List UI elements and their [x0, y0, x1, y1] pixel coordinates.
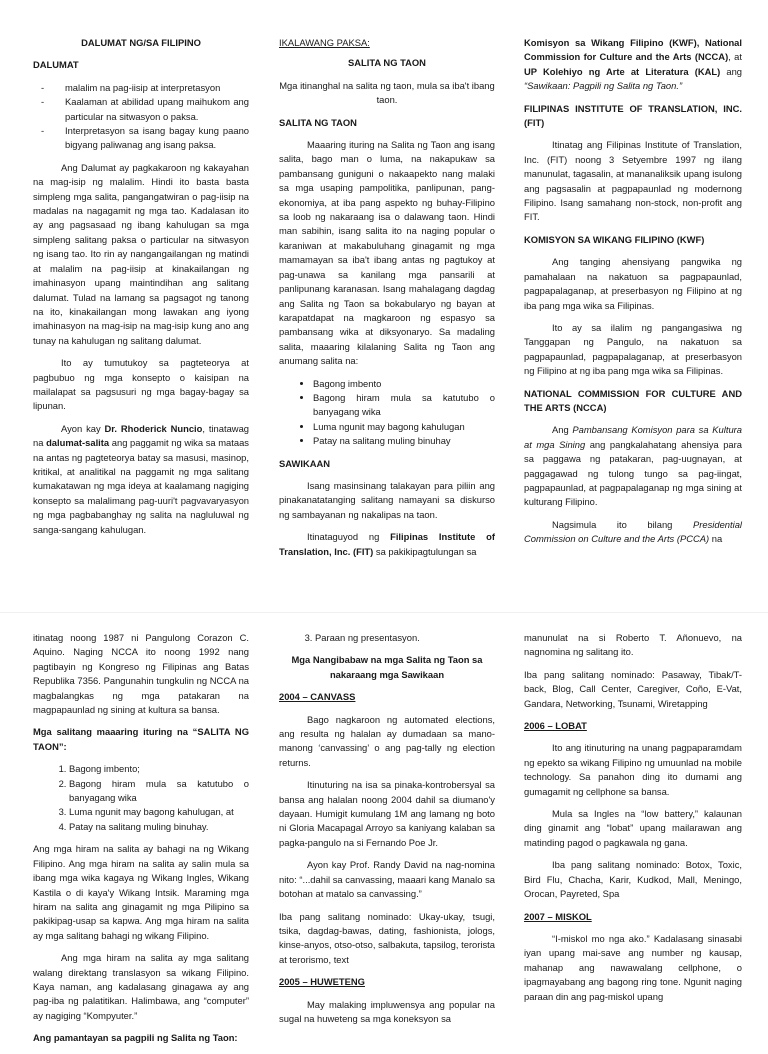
- bullet-list: [279, 377, 495, 449]
- list-item: • Bagong hiram mula sa katutubo o banyagang wika: [313, 391, 495, 420]
- subheading: FILIPINAS INSTITUTE OF TRANSLATION, INC. (FIT): [524, 102, 742, 129]
- year-heading: 2007 – MISKOL: [524, 910, 592, 922]
- list-item: - Interpretasyon sa isang bagay kung paano bigyang paliwanag ang isang paksa.: [65, 124, 249, 153]
- paragraph: Itinatag ang Filipinas Institute of Translation, Inc. (FIT) noong 3 Setyembre 1997 ng ilang manunulat, tagasalin, at mananaliksik upang isulong ang pagsasalin at pagpapaunlad ng modernong Filipino. Isang samahang non-stock, non-profit ang FIT.: [524, 139, 742, 223]
- numbered-list: [279, 631, 495, 645]
- column-1: [33, 36, 249, 545]
- intro-text: Mga itinanghal na salita ng taon, mula sa iba't ibang taon.: [279, 79, 495, 106]
- paragraph: manunulat na si Roberto T. Añonuevo, na nagnomina ng salitang ito.: [524, 632, 742, 658]
- paragraph: Ito ay tumutukoy sa pagteteorya at pagbubuo ng mga konsepto o kaisipan na mailalapat sa pagsusuri ng mga bagay-bagay sa lipunan.: [33, 357, 249, 412]
- paragraph: Maaaring ituring na Salita ng Taon ang isang salita, bago man o luma, na nakapukaw sa pambansang guniguni o nakaapekto nang malaki sa mga usaping pampolitika, panlipunan, pang-ekonomiya, at iba pang aspekto ng buhay-Filipino sa loob ng nakaraang isa o dalawang taon. Hindi man sabihin, isang salita ito na naging popular o karaniwan at makabuluhang ginagamit ng mga mamamayan sa iba't ibang antas ng pagtukoy at pag-unawa sa kanilang mga pansarili at panlipunang karanasan. Isang mahalagang dagdag ang Salita ng Taon sa bokabularyo ng bayan at karapatdapat na magkaroon ng espasyo sa pambansang wika at diksyonaryo. Sa madaling salita, maaaring kilalaning Salita ng Taon ang anumang salita na:: [279, 139, 495, 367]
- list-item: 4. Patay na salitang muling binuhay.: [69, 820, 249, 834]
- paragraph: itinatag noong 1987 ni Pangulong Corazon C. Aquino. Naging NCCA ito noong 1992 nang pagtibayin ng Kongreso ng Filipinas ang Batas Republika 7356. Pangunahin tungkulin ng NCCA na magbalangkas ng mga patakaran na magpapaunlad ng sining at kultura sa bansa.: [33, 632, 249, 716]
- list-item: • Luma ngunit may bagong kahulugan: [313, 420, 495, 434]
- paragraph: Ang tanging ahensiyang pangwika ng pamahalaan na nakatuon sa pagpapaunlad, pagpapalaganap, at preserbasyon ng Filipino at ng iba pang mga wika sa Filipinas.: [524, 256, 742, 311]
- list-item: 2. Bagong hiram mula sa katutubo o banyagang wika: [69, 777, 249, 806]
- paragraph: Ang mga hiram na salita ay bahagi na ng Wikang Filipino. Ang mga hiram na salita ay salin mula sa ibang mga wika kagaya ng Wikang Ingles, Wikang Kastila o di kaya'y Wikang Intsik. Maraming mga hiram na salita ang ginagamit ng mga Pilipino sa pakikipag-usap sa kapwa. Ang mga hiram na salita ay mga salitang bahagi ng wikang Filipino.: [33, 843, 249, 941]
- column-2: [279, 631, 495, 1034]
- paragraph: Ito ay sa ilalim ng pangangasiwa ng Tanggapan ng Pangulo, na nakatuon sa pagpapaunlad, pagpapalaganap, at preserbasyon ng Filipino at ng iba pang mga wika sa Filipinas.: [524, 321, 742, 377]
- paragraph: Itinataguyod ng Filipinas Institute of Translation, Inc. (FIT) sa pakikipagtulungan sa: [279, 531, 495, 557]
- list-item: • Patay na salitang muling binuhay: [313, 434, 495, 448]
- year-heading: 2006 – LOBAT: [524, 720, 587, 732]
- paragraph: Ang Dalumat ay pagkakaroon ng kakayahan na mag-isip ng malalim. Hindi ito basta basta simpleng mga salita, pangangatwiran o pag-iisip na madalas na nagagamit ng mga tao. Kadalasan ito ay ang pagsasaad ng ibang kahulugan sa mga simpleng salitang paksa o particular na sitwasyon ng isang tao. Ito rin ay nangangailangan ng matindi at malalim na pag-iisip at kinakailangan ng imahinasyon upang maintindihan ang salitang dalumat. Tulad na lamang sa pagsagot ng tanong na ito, kinakailangan mong lawakan ang iyong imahinasyon na mag-isip na mag-isip kung ano ang tunay na kahulugan ng salitang dalumat.: [33, 161, 249, 346]
- paragraph: Ang mga hiram na salita ay mga salitang walang direktang translasyon sa wikang Filipino. Kaya naman, ang kadalasang ginagawa ay ang pag-iba ng palatitikan. Halimbawa, ang “computer” ay nagiging “Kompyuter.”: [33, 952, 249, 1021]
- paragraph: Iba pang salitang nominado: Ukay-ukay, tsugi, tsika, dagdag-bawas, dating, fashionista, jologs, kinse-anyos, otso-otso, salbakuta, tapsilog, terorista at terorismo, text: [279, 910, 495, 965]
- list-item: 1. Bagong imbento;: [69, 762, 249, 776]
- paragraph: Ayon kay Prof. Randy David na nag-nomina nito: “...dahil sa canvassing, maaari kang Manalo sa botohan at matalo sa canvassing.”: [279, 859, 495, 900]
- document-title: DALUMAT NG/SA FILIPINO: [81, 37, 201, 48]
- page-bottom: [0, 612, 768, 1044]
- paragraph: Nagsimula ito bilang Presidential Commission on Culture and the Arts (PCCA) na: [524, 518, 742, 545]
- paragraph: Iba pang salitang nominado: Botox, Toxic, Bird Flu, Chacha, Karir, Kudkod, Mall, Meningo, Orocan, Payreted, Spa: [524, 859, 742, 900]
- section-heading: IKALAWANG PAKSA:: [279, 37, 370, 48]
- section-heading: DALUMAT: [33, 59, 79, 71]
- section-title: SALITA NG TAON: [348, 57, 426, 69]
- paragraph: Isang masinsinang talakayan para piliin ang pinakanatatanging salitang namayani sa diskurso ng sambayanan ng nakalipas na taon.: [279, 479, 495, 520]
- list-item: - malalim na pag-iisip at interpretasyon: [65, 81, 249, 95]
- column-3: [524, 36, 742, 555]
- subheading: Mga salitang maaaring ituring na “SALITA NG TAON”:: [33, 726, 249, 752]
- list-item: 3. Paraan ng presentasyon.: [315, 631, 495, 645]
- column-3: [524, 631, 742, 1012]
- paragraph: “I-miskol mo nga ako.” Kadalasang sinasabi iyan upang mai-save ang number ng kausap, mahanap ang nawawalang cellphone, o ipagmayabang ang bagong ring tone. Ngunit naging paraan din ang pag-miskol upang: [524, 932, 742, 1002]
- subheading: NATIONAL COMMISSION FOR CULTURE AND THE ARTS (NCCA): [524, 387, 742, 413]
- paragraph: Komisyon sa Wikang Filipino (KWF), National Commission for Culture and the Arts (NCCA), at UP Kolehiyo ng Arte at Literatura (KAL) ang “Sawikaan: Pagpili ng Salita ng Taon.”: [524, 37, 742, 92]
- paragraph: Itinuturing na isa sa pinaka-kontrobersyal sa bansa ang halalan noong 2004 dahil sa diumano'y dayaan. Humigit kumulang 1M ang lamang ng boto ni Gloria Macapagal Arroyo sa kaniyang kalaban sa pagka-pangulo na si Fernando Poe Jr.: [279, 779, 495, 848]
- definition-list: [33, 81, 249, 153]
- column-1: [33, 631, 249, 1054]
- column-2: [279, 36, 495, 567]
- year-heading: 2005 – HUWETENG: [279, 976, 365, 988]
- paragraph: Ang Pambansang Komisyon para sa Kultura at mga Sining ang pangkalahatang ahensiya para sa paggawa ng patakaran, pag-uugnayan, at paggagawad ng tulong tungo sa pag-iingat, pagpapaunlad, at pagpapalaganap ng mga sining at kulturang Filipino.: [524, 424, 742, 508]
- paragraph: Iba pang salitang nominado: Pasaway, Tibak/T-back, Blog, Call Center, Caregiver, Coño, E-Vat, Gandara, Networking, Tsunami, Wiretapping: [524, 668, 742, 709]
- subheading: KOMISYON SA WIKANG FILIPINO (KWF): [524, 233, 705, 245]
- paragraph: May malaking impluwensya ang popular na sugal na huweteng sa mga koneksyon sa: [279, 998, 495, 1024]
- subheading: SALITA NG TAON: [279, 116, 357, 128]
- list-item: • Bagong imbento: [313, 377, 495, 391]
- list-item: - Kaalaman at abilidad upang maihukom ang particular na sitwasyon o paksa.: [65, 95, 249, 124]
- numbered-list: [33, 762, 249, 834]
- section-title: Mga Nangibabaw na mga Salita ng Taon sa nakaraang mga Sawikaan: [291, 654, 483, 680]
- subheading: Ang pamantayan sa pagpili ng Salita ng Taon:: [33, 1032, 238, 1044]
- list-item: 3. Luma ngunit may bagong kahulugan, at: [69, 805, 249, 819]
- year-heading: 2004 – CANVASS: [279, 691, 356, 703]
- paragraph: Mula sa Ingles na “low battery,” kalaunan ding ginamit ang “lobat” upang mailarawan ang matinding pagod o pagkawala ng gana.: [524, 808, 742, 848]
- subheading: SAWIKAAN: [279, 457, 331, 469]
- paragraph: Ayon kay Dr. Rhoderick Nuncio, tinatawag na dalumat-salita ang paggamit ng wika sa mataas na antas ng pagteteorya batay sa masusi, masinop, kritikal, at analitikal na paggamit ng mga salitang kumakatawan ng mga ideya at kaalamang nagiging konsepto sa malalimang pag-uuri't pagvavaryasyon ng mga pagbabanghay ng salita na nagluluwal ng sanga-sangang kahulugan.: [33, 422, 249, 535]
- paragraph: Bago nagkaroon ng automated elections, ang resulta ng halalan ay dumadaan sa mano-manong ‘canvassing’ o ang pag-tally ng election returns.: [279, 713, 495, 768]
- paragraph: Ito ang itinuturing na unang pagpaparamdam ng epekto sa wikang Filipino ng umuunlad na mobile technology. Sa panahon ding ito dumami ang gumagamit ng cellphone sa bansa.: [524, 742, 742, 797]
